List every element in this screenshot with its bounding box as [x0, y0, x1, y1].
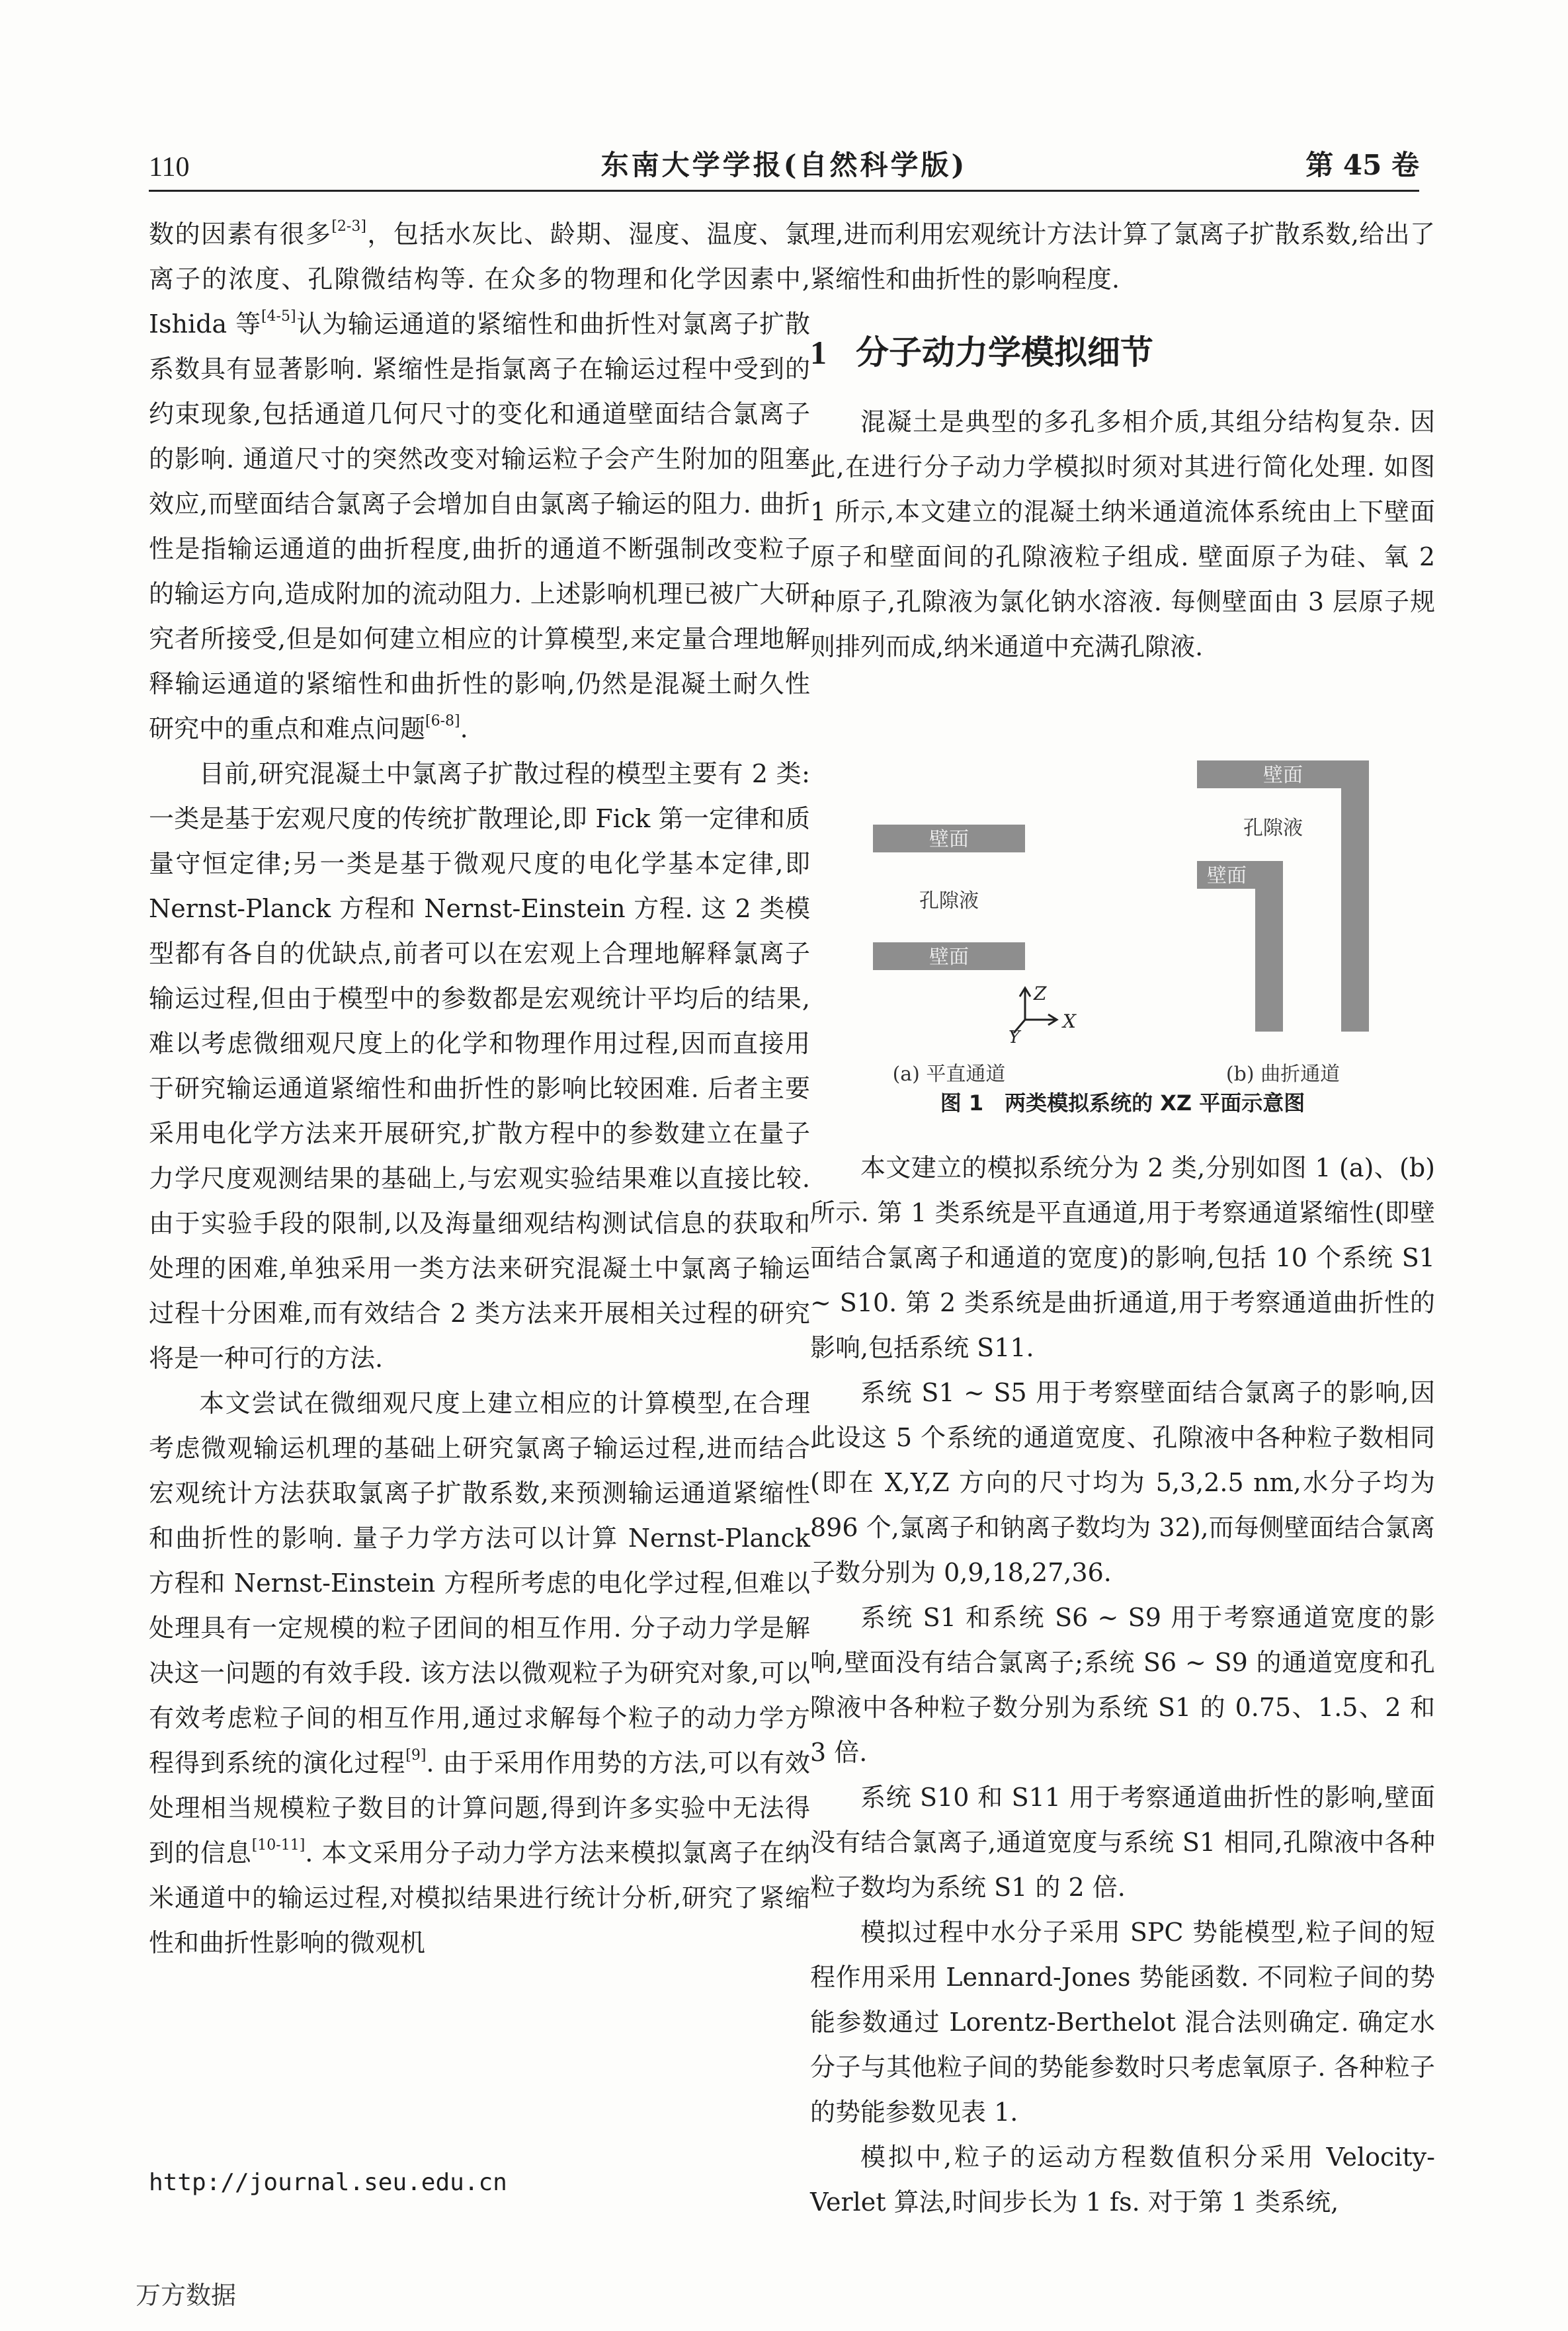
left-column	[149, 212, 810, 1965]
figure-1	[810, 702, 1435, 1086]
journal-title: 东南大学学报(自然科学版)	[600, 149, 968, 181]
paragraph: 系统 S10 和 S11 用于考察通道曲折性的影响,壁面没有结合氯离子,通道宽度与系统 S1 相同,孔隙液中各种粒子数均为系统 S1 的 2 倍.	[810, 1783, 1435, 1902]
section-heading	[810, 329, 1435, 376]
text-run: .	[460, 714, 468, 743]
paragraph: 系统 S1 和系统 S6 ~ S9 用于考察通道宽度的影响,壁面没有结合氯离子;系统 S6 ~ S9 的通道宽度和孔隙液中各种粒子数分别为系统 S1 的 0.75、1.5、2 和 3 倍.	[810, 1603, 1435, 1767]
paragraph: 理,进而利用宏观统计方法计算了氯离子扩散系数,给出了紧缩性和曲折性的影响程度.	[810, 220, 1435, 294]
paragraph: 目前,研究混凝土中氯离子扩散过程的模型主要有 2 类:一类是基于宏观尺度的传统扩散理论,即 Fick 第一定律和质量守恒定律;另一类是基于微观尺度的电化学基本定律,即 Nernst-Planck 方程和 Nernst-Einstein 方程. 这 2 类模型都有各自的优缺点,前者可以在宏观上合理地解释氯离子输运过程,但由于模型中的参数都是宏观统计平均后的结果,难以考虑微细观尺度上的化学和物理作用过程,因而直接用于研究输运通道紧缩性和曲折性的影响比较困难. 后者主要采用电化学方法来开展研究,扩散方程中的参数建立在量子力学尺度观测结果的基础上,与宏观实验结果难以直接比较. 由于实验手段的限制,以及海量细观结构测试信息的获取和处理的困难,单独采用一类方法来研究混凝土中氯离子输运过程十分困难,而有效结合 2 类方法来开展相关过程的研究将是一种可行的方法.	[149, 759, 810, 1373]
subfigure-b-label: (b) 曲折通道	[1225, 1063, 1341, 1086]
citation: [6-8]	[425, 713, 460, 730]
text-run: ，包括水灰比、龄期、湿度、温度、氯离子的浓度、孔隙微结构等. 在众多的物理和化学因素中, Ishida 等	[149, 220, 810, 339]
outer-wall-right	[1341, 760, 1369, 1032]
wall-label: 壁面	[1207, 864, 1247, 887]
paragraph: 本文建立的模拟系统分为 2 类,分别如图 1 (a)、(b)所示. 第 1 类系统是平直通道,用于考察通道紧缩性(即壁面结合氯离子和通道的宽度)的影响,包括 10 个系统 S1 ~ S10. 第 2 类系统是曲折通道,用于考察通道曲折性的影响,包括系统 S11.	[810, 1153, 1435, 1362]
volume-label: 第 45 卷	[1305, 149, 1419, 181]
paragraph	[149, 1381, 810, 1965]
page-number: 110	[149, 152, 190, 183]
inner-wall-right	[1255, 861, 1283, 1032]
paragraph: 模拟过程中水分子采用 SPC 势能模型,粒子间的短程作用采用 Lennard-Jones 势能函数. 不同粒子间的势能参数通过 Lorentz-Berthelot 混合法则确定. 确定水分子与其他粒子间的势能参数时只考虑氧原子. 各种粒子的势能参数见表 1.	[810, 1918, 1435, 2127]
paragraph	[149, 212, 810, 751]
citation: [4-5]	[261, 308, 296, 325]
journal-url: http://journal.seu.edu.cn	[149, 2169, 507, 2196]
figure-diagram	[810, 702, 1435, 1086]
paragraph: 混凝土是典型的多孔多相介质,其组分结构复杂. 因此,在进行分子动力学模拟时须对其进行简化处理. 如图 1 所示,本文建立的混凝土纳米通道流体系统由上下壁面原子和壁面间的孔隙液粒子组成. 壁面原子为硅、氧 2 种原子,孔隙液为氯化钠水溶液. 每侧壁面由 3 层原子规则排列而成,纳米通道中充满孔隙液.	[810, 407, 1435, 661]
figure-caption: 图 1 两类模拟系统的 XZ 平面示意图	[940, 1090, 1305, 1116]
pore-label: 孔隙液	[1243, 817, 1303, 840]
section-number: 1	[810, 334, 827, 371]
wall-label: 壁面	[1263, 764, 1303, 787]
wall-label: 壁面	[929, 946, 969, 969]
header-rule	[149, 190, 1419, 192]
citation: [2-3]	[331, 218, 366, 235]
citation: [10-11]	[251, 1837, 306, 1854]
text-run: 数的因素有很多	[149, 220, 332, 249]
subfigure-a-label: (a) 平直通道	[892, 1063, 1006, 1086]
text-run: 本文尝试在微细观尺度上建立相应的计算模型,在合理考虑微观输运机理的基础上研究氯离子输运过程,进而结合宏观统计方法获取氯离子扩散系数,来预测输运通道紧缩性和曲折性的影响. 量子力学方法可以计算 Nernst-Planck 方程和 Nernst-Einstein 方程所考虑的电化学过程,但难以处理具有一定规模的粒子团间的相互作用. 分子动力学是解决这一问题的有效手段. 该方法以微观粒子为研究对象,可以有效考虑粒子间的相互作用,通过求解每个粒子的动力学方程得到系统的演化过程	[149, 1389, 810, 1778]
wall-label: 壁面	[929, 828, 969, 851]
paragraph: 系统 S1 ~ S5 用于考察壁面结合氯离子的影响,因此设这 5 个系统的通道宽度、孔隙液中各种粒子数相同(即在 X,Y,Z 方向的尺寸均为 5,3,2.5 nm,水分子均为 896 个,氯离子和钠离子数均为 32),而每侧壁面结合氯离子数分别为 0,9,18,27,36.	[810, 1378, 1435, 1587]
text-run: . 本文采用分子动力学方法来模拟氯离子在纳米通道中的输运过程,对模拟结果进行统计分析,研究了紧缩性和曲折性影响的微观机	[149, 1838, 810, 1957]
axis-y-label: Y	[1009, 1028, 1020, 1047]
axis-x-label: X	[1063, 1010, 1076, 1032]
axis-z-label: Z	[1034, 983, 1047, 1004]
watermark: 万方数据	[136, 2281, 237, 2310]
section-title: 分子动力学模拟细节	[856, 333, 1153, 372]
text-run: 认为输运通道的紧缩性和曲折性对氯离子扩散系数具有显著影响. 紧缩性是指氯离子在输运过程中受到的约束现象,包括通道几何尺寸的变化和通道壁面结合氯离子的影响. 通道尺寸的突然改变对输运粒子会产生附加的阻塞效应,而壁面结合氯离子会增加自由氯离子输运的阻力. 曲折性是指输运通道的曲折程度,曲折的通道不断强制改变粒子的输运方向,造成附加的流动阻力. 上述影响机理已被广大研究者所接受,但是如何建立相应的计算模型,来定量合理地解释输运通道的紧缩性和曲折性的影响,仍然是混凝土耐久性研究中的重点和难点问题	[149, 309, 810, 743]
paragraph: 模拟中,粒子的运动方程数值积分采用 Velocity-Verlet 算法,时间步长为 1 fs. 对于第 1 类系统,	[810, 2143, 1435, 2217]
running-header	[149, 142, 1419, 188]
citation: [9]	[405, 1747, 427, 1764]
right-column	[810, 212, 1435, 2225]
pore-label: 孔隙液	[919, 889, 979, 913]
text-run: . 由于采用作用势的方法,可以有效处理相当规模粒子数目的计算问题,得到许多实验中无法得到的信息	[149, 1748, 810, 1867]
